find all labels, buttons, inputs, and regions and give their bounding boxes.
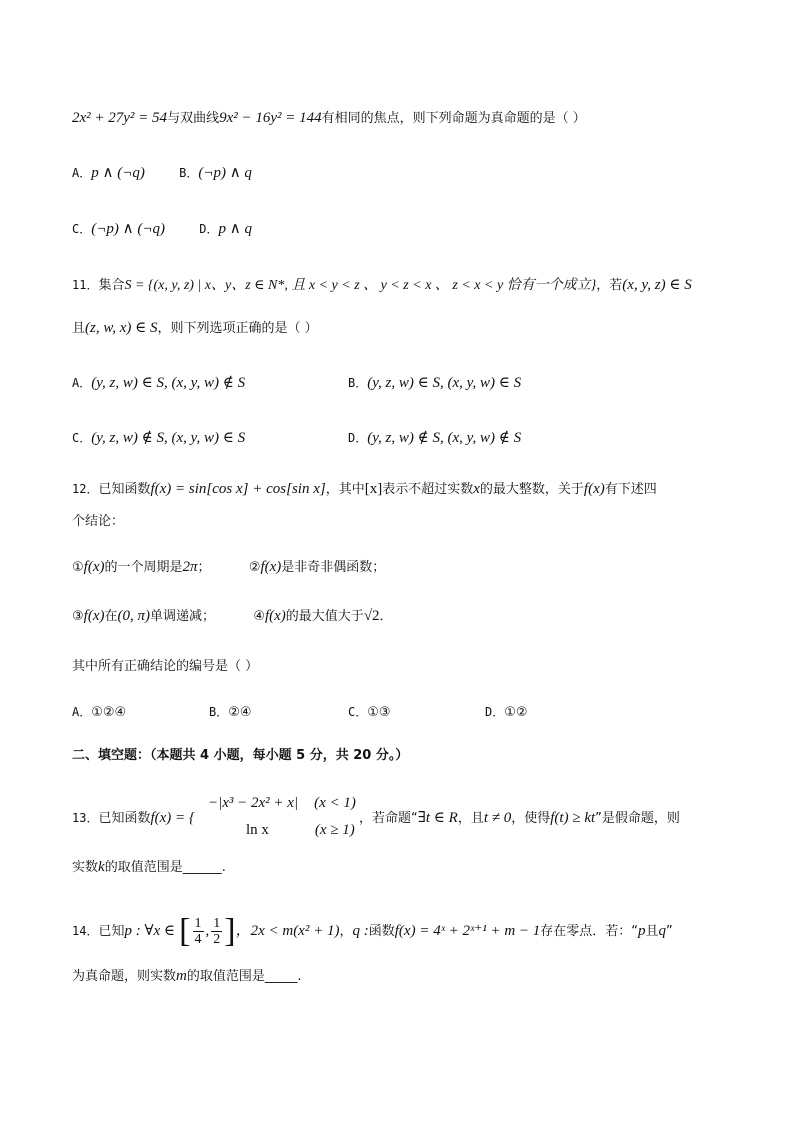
exists-prop: ∃t ∈ R [417,810,458,826]
q12-option-c[interactable] [348,702,391,723]
hyperbola-formula: 9x² − 16y² = 144 [219,110,322,126]
q12-text3: 表示不超过实数 [382,482,474,497]
sqrt2: √2 [363,608,380,624]
interval: (0, π) [117,608,151,624]
q14-text: 已知 [98,924,125,939]
option-expr: (y, z, w) ∈ S, (x, y, w) ∉ S [91,375,246,391]
option-label: C． [72,431,92,445]
q12-function: f(x) = sin[cos x] + cos[sin x] [150,481,326,497]
inequality: f(t) ≥ kt [550,810,596,826]
q14-text6: ” [666,924,673,939]
fx-symbol: f(x) [260,559,282,575]
punct: ． [379,609,393,624]
q11-condition1: (x, y, z) ∈ S [622,277,692,293]
q12-text: 已知函数 [98,482,151,497]
fx-symbol: f(x) [83,559,105,575]
case-1-cond: (x < 1) [314,795,356,811]
q14-function: f(x) = 4ˣ + 2ˣ⁺¹ + m − 1 [394,923,541,939]
punct: ； [197,560,211,575]
q12-text2: ，其中 [325,482,365,497]
q11-text3: 且 [72,321,86,336]
fraction-1-4: $\frac{1}{4}$ [194,916,202,947]
q12-text4: 的最大整数，关于 [479,482,584,497]
conclusion-2-text: 是非奇非偶函数； [281,560,386,575]
q14-text4: 存在零点．若：“ [540,924,639,939]
q14-number: 14． [72,924,99,938]
q13-blank: 的取值范围是______. [104,860,226,875]
q11-option-d[interactable] [348,428,521,449]
q11-condition2: (z, w, x) ∈ S [85,320,158,336]
option-label: A． [72,376,92,390]
q12-text5: 有下述四 [604,482,657,497]
left-bracket-icon: [ [179,912,191,950]
proposition-p: p : ∀x ∈ [124,923,176,939]
option-b-expr: (¬p) ∧ q [198,165,252,181]
q11-option-a[interactable] [72,373,245,394]
q11-option-c[interactable] [72,428,245,449]
conclusion-3-text2: 单调递减； [150,609,216,624]
q12-stem-line1 [72,479,657,500]
q12-option-d[interactable] [485,702,528,723]
q11-option-b[interactable] [348,373,521,394]
q10-options-row2 [72,219,252,240]
option-expr: (y, z, w) ∉ S, (x, y, w) ∈ S [91,430,246,446]
fx-symbol: f(x) [83,608,105,624]
q13-stem-line2 [72,857,226,878]
q11-text: 集合 [98,278,125,293]
q11-number: 11． [72,278,99,292]
q14-blank: 的取值范围是_____. [186,969,302,984]
conclusion-3-marker: ③ [72,609,84,624]
option-label: A． [72,705,92,719]
option-label: D． [348,431,368,445]
set-definition: S = {(x, y, z) | x、y、z ∈ N*, 且 x < y < z 、 y < z < x 、 z < x < y 恰有一个成立} [124,278,597,293]
fx-symbol: f(x) [264,608,286,624]
q12-conclusions-row1 [72,557,385,578]
option-a-expr: p ∧ (¬q) [91,165,145,181]
q14-stem-line2 [72,966,302,987]
fraction-1-2: $\frac{1}{2}$ [213,916,221,947]
q10-text: 与双曲线 [167,111,220,126]
q13-text5: ”是假命题，则 [595,811,680,826]
conclusion-4-marker: ④ [253,609,265,624]
q12-conclusions-row2 [72,606,393,627]
option-expr: ②④ [228,705,252,720]
q11-stem-line2 [72,318,318,339]
m-variable: m [176,968,187,984]
q13-text: 已知函数 [98,811,151,826]
q14-text3: 函数 [368,924,395,939]
p-symbol: p [638,923,646,939]
option-d-label[interactable]: D． [199,222,219,236]
option-expr: ①② [504,705,528,720]
option-b-label[interactable]: B． [179,166,199,180]
punct: ， [339,924,353,939]
t-condition: t ≠ 0 [483,810,512,826]
q11-text2: ，若 [596,278,623,293]
q11-stem-line1 [72,275,692,296]
case-2-cond: (x ≥ 1) [314,822,355,838]
q13-text2: ，若命题“ [359,811,418,826]
q13-stem-line1 [72,808,195,829]
proposition-q: q : [352,923,369,939]
q13-number: 13． [72,811,99,825]
q12-question: 其中所有正确结论的编号是（ ） [72,659,259,674]
q13-text4: ，使得 [511,811,551,826]
fx-symbol: f(x) [583,481,605,497]
q12-option-b[interactable] [209,702,252,723]
q11-question: ，则下列选项正确的是（ ） [157,321,318,336]
option-expr: (y, z, w) ∉ S, (x, y, w) ∉ S [367,430,522,446]
q14-text7: 为真命题，则实数 [72,969,177,984]
q13-text3: ，且 [457,811,484,826]
x-variable: x [473,481,480,497]
q14-stem-line1: 14．已知p : ∀x ∈ [ $\frac{1}{4}$ , $\frac{1}{2}$ ]，2x < m(x² + 1)，q :函数f(x) = 4ˣ + 2ˣ⁺¹ + m − 1存在零点．若：“p且q” [72,912,673,950]
q12-number: 12． [72,482,99,496]
option-d-expr: p ∧ q [218,221,252,237]
q14-text5: 且 [645,924,659,939]
period-value: 2π [182,559,198,575]
k-variable: k [98,859,105,875]
conclusion-1-marker: ① [72,560,84,575]
q12-stem-line2: 个结论： [72,514,125,529]
section-title: 二、填空题：（本题共 4 小题，每小题 5 分，共 20 分。） [72,748,409,763]
floor-notation: [x] [364,481,383,497]
q10-stem [72,108,586,129]
conclusion-4-text: 的最大值大于 [285,609,364,624]
option-c-label[interactable]: C． [72,222,92,236]
q10-options-row1 [72,163,252,184]
option-label: B． [348,376,368,390]
piecewise-function-head: f(x) = { [150,810,195,826]
q-symbol: q [658,923,667,939]
option-expr: (y, z, w) ∈ S, (x, y, w) ∈ S [367,375,522,391]
conclusion-3-text: 在 [104,609,118,624]
q13-text6: 实数 [72,860,99,875]
q13-stem-tail [359,808,680,829]
option-expr: ①③ [367,705,391,720]
ellipse-formula: 2x² + 27y² = 54 [72,110,168,126]
option-expr: ①②④ [91,705,127,720]
case-2-expr: ln x [246,822,269,838]
conclusion-2-marker: ② [248,560,261,575]
option-a-label[interactable]: A． [72,166,92,180]
case-1-expr: −|x³ − 2x² + x| [208,795,299,811]
conclusion-1-text: 的一个周期是 [104,560,183,575]
right-bracket-icon: ] [224,912,236,950]
piecewise-cases [208,793,356,841]
option-label: B． [209,705,229,719]
option-c-expr: (¬p) ∧ (¬q) [91,221,165,237]
q10-question: 有相同的焦点，则下列命题为真命题的是（ ） [321,111,586,126]
option-label: D． [485,705,505,719]
q12-option-a[interactable] [72,702,126,723]
option-label: C． [348,705,368,719]
q14-inequality: ，2x < m(x² + 1) [235,923,340,939]
